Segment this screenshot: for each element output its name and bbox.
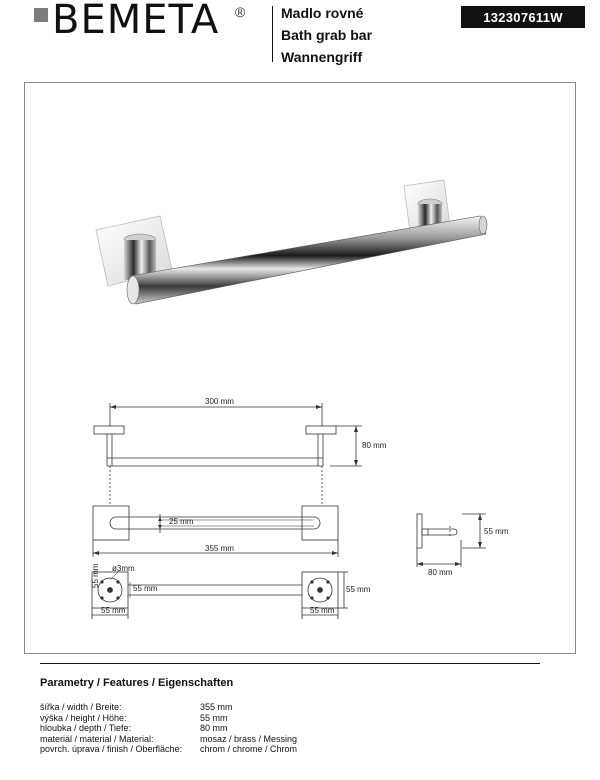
spec-value: chrom / chrome / Chrom bbox=[200, 744, 298, 754]
dim-left-plate-55-label: 55 mm bbox=[101, 606, 126, 615]
specs-heading: Parametry / Features / Eigenschaften bbox=[40, 677, 234, 689]
dim-80-label: 80 mm bbox=[362, 441, 387, 450]
spec-value: 80 mm bbox=[200, 723, 228, 733]
spec-row-width bbox=[40, 702, 297, 713]
spec-row-finish bbox=[40, 744, 297, 755]
registered-mark: ® bbox=[235, 4, 246, 20]
title-czech: Madlo rovné bbox=[281, 5, 364, 21]
top-view-drawing bbox=[94, 403, 362, 505]
dim-left-inner-label: 55 mm bbox=[91, 563, 100, 588]
title-english: Bath grab bar bbox=[281, 27, 373, 43]
spec-label: hloubka / depth / Tiefe: bbox=[40, 723, 132, 733]
specs-table bbox=[40, 702, 297, 755]
spec-label: povrch. úprava / finish / Oberfläche: bbox=[40, 744, 183, 754]
dim-300-label: 300 mm bbox=[205, 397, 234, 406]
product-photo bbox=[96, 180, 487, 304]
spec-row-depth bbox=[40, 723, 297, 734]
spec-row-height bbox=[40, 713, 297, 724]
brand-logo: BEMETA bbox=[52, 0, 220, 43]
spec-row-material bbox=[40, 734, 297, 745]
spec-label: materiál / material / Material: bbox=[40, 733, 154, 744]
dim-25-label: 25 mm bbox=[169, 517, 194, 526]
product-code-badge: 132307611W bbox=[461, 6, 585, 28]
dim-right-plate-h-55-label: 55 mm bbox=[310, 606, 335, 615]
dim-side-55-label: 55 mm bbox=[484, 527, 509, 536]
dim-right-plate-v-55-label: 55 mm bbox=[346, 585, 371, 594]
specs-divider bbox=[40, 663, 540, 664]
dim-left-bar-55-label: 55 mm bbox=[133, 584, 158, 593]
dim-355-label: 355 mm bbox=[205, 544, 234, 553]
spec-value: mosaz / brass / Messing bbox=[200, 733, 298, 744]
dim-diameter-label: ø3mm bbox=[112, 564, 135, 573]
side-view-drawing bbox=[417, 514, 486, 567]
dim-side-80-label: 80 mm bbox=[428, 568, 453, 577]
spec-value: 355 mm bbox=[200, 702, 233, 712]
spec-label: výška / height / Höhe: bbox=[40, 712, 127, 723]
title-german: Wannengriff bbox=[281, 49, 363, 65]
spec-value: 55 mm bbox=[200, 712, 228, 723]
spec-label: šířka / width / Breite: bbox=[40, 702, 122, 712]
